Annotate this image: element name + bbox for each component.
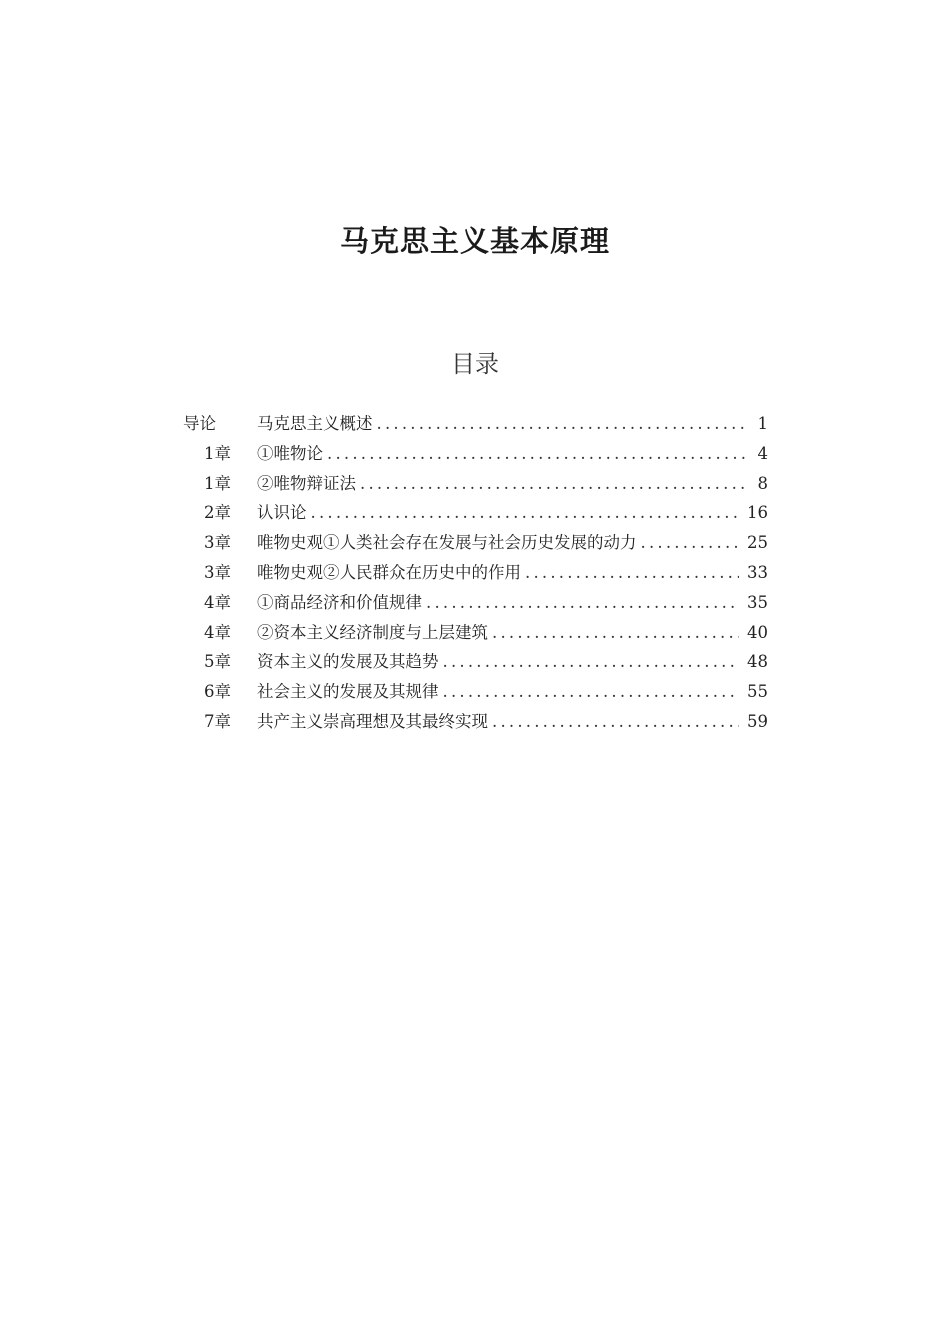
toc-page-number: 25 [747, 533, 768, 553]
toc-entry-title: 唯物史观②人民群众在历史中的作用 [257, 562, 521, 582]
toc-entry-title: ②唯物辩证法 [257, 473, 356, 493]
toc-page-number: 8 [757, 473, 768, 493]
toc-dot-leader [641, 533, 740, 552]
toc-entry[interactable] [183, 708, 768, 738]
toc-entry-title: ①商品经济和价值规律 [257, 592, 422, 612]
toc-entry-title: 认识论 [257, 503, 307, 523]
toc-dot-leader [311, 503, 740, 522]
toc-page-number: 16 [747, 503, 768, 523]
toc-dot-leader [492, 623, 739, 642]
toc-dot-leader [443, 682, 740, 701]
toc-entry-intro[interactable] [183, 410, 768, 440]
toc-chapter-label: 2章 [204, 503, 231, 523]
toc-entry-title: 唯物史观①人类社会存在发展与社会历史发展的动力 [257, 533, 637, 553]
toc-page-number: 35 [747, 592, 768, 612]
toc-entry[interactable] [183, 619, 768, 649]
toc-chapter-label: 3章 [204, 562, 231, 582]
toc-page-number: 1 [757, 414, 768, 433]
toc-entry[interactable] [183, 529, 768, 559]
toc-heading: 目录 [451, 350, 499, 378]
toc-entry-title: 马克思主义概述 [257, 414, 373, 433]
toc-entry-title: 共产主义崇高理想及其最终实现 [257, 711, 488, 731]
toc-entry-title: ②资本主义经济制度与上层建筑 [257, 622, 488, 642]
toc-chapter-label: 3章 [204, 533, 231, 553]
toc-entry[interactable] [183, 589, 768, 619]
toc-chapter-label: 4章 [204, 622, 231, 642]
toc-entry[interactable] [183, 470, 768, 500]
toc-entry[interactable] [183, 648, 768, 678]
toc-dot-leader [360, 474, 746, 493]
toc-page-number: 59 [747, 711, 768, 731]
table-of-contents [183, 410, 768, 738]
toc-entry[interactable] [183, 440, 768, 470]
toc-dot-leader [492, 712, 739, 731]
toc-entry-title: ①唯物论 [257, 443, 323, 463]
toc-page-number: 33 [747, 562, 768, 582]
toc-chapter-label: 1章 [204, 473, 231, 493]
toc-chapter-label: 7章 [204, 711, 231, 731]
toc-chapter-label: 导论 [183, 414, 216, 433]
toc-dot-leader [525, 563, 739, 582]
toc-dot-leader [327, 444, 746, 463]
toc-page-number: 40 [747, 622, 768, 642]
toc-chapter-label: 6章 [204, 682, 231, 702]
toc-dot-leader [426, 593, 739, 612]
toc-chapter-label: 5章 [204, 652, 231, 672]
toc-page-number: 48 [747, 652, 768, 672]
toc-entry[interactable] [183, 678, 768, 708]
toc-dot-leader [443, 652, 740, 671]
toc-entry[interactable] [183, 499, 768, 529]
toc-chapter-label: 1章 [204, 443, 231, 463]
document-title: 马克思主义基本原理 [339, 224, 610, 259]
toc-page-number: 55 [747, 682, 768, 702]
toc-entry-title: 资本主义的发展及其趋势 [257, 652, 439, 672]
toc-page-number: 4 [757, 443, 768, 463]
toc-dot-leader [377, 414, 747, 433]
toc-entry-title: 社会主义的发展及其规律 [257, 682, 439, 702]
toc-chapter-label: 4章 [204, 592, 231, 612]
toc-entry[interactable] [183, 559, 768, 589]
